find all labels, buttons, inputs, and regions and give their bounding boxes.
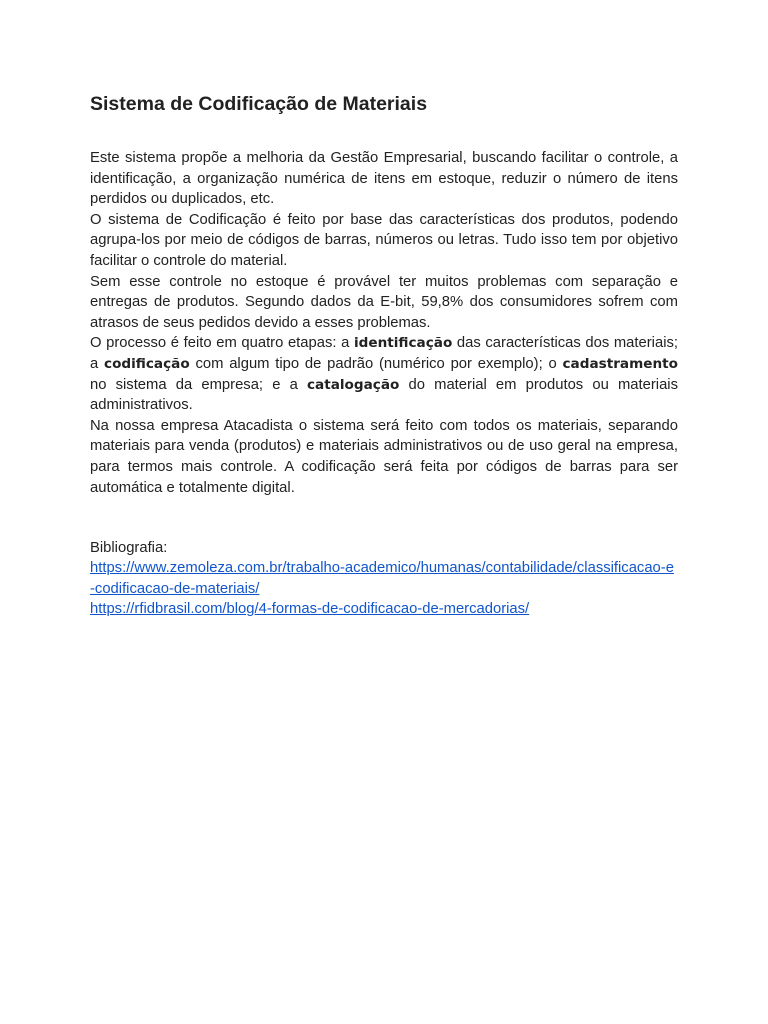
bibliography: [90, 538, 678, 619]
paragraph-company: Na nossa empresa Atacadista o sistema será feito com todos os materiais, separando materiais para venda (produtos) e materiais administrativos ou de uso geral na empresa, para termos mais controle. A codificação será feita por códigos de barras para ser automática e totalmente digital.: [90, 417, 678, 496]
process-text-5: do material em produtos ou materiais administrativos.: [90, 376, 678, 414]
paragraph-intro: Este sistema propõe a melhoria da Gestão Empresarial, buscando facilitar o controle, a identificação, a organização numérica de itens em estoque, reduzir o número de itens perdidos ou duplicados, etc.: [90, 150, 678, 208]
page-title: Sistema de Codificação de Materiais: [90, 93, 428, 115]
document-body: [90, 148, 678, 498]
process-text-2: das características dos materiais; a: [90, 335, 678, 372]
process-text-1: O processo é feito em quatro etapas: a: [90, 335, 354, 352]
step-identificacao: identificação: [353, 335, 453, 352]
step-cadastramento: cadastramento: [562, 355, 679, 372]
bibliography-label: Bibliografia:: [90, 540, 168, 557]
document-page: [90, 90, 678, 619]
step-codificacao: codificação: [104, 355, 190, 372]
process-text-3: com algum tipo de padrão (numérico por exemplo); o: [189, 355, 563, 372]
step-catalogacao: catalogação: [306, 376, 400, 393]
paragraph-codification: O sistema de Codificação é feito por base das características dos produtos, podendo agrupa-los por meio de códigos de barras, números ou letras. Tudo isso tem por objetivo facilitar o controle do material.: [90, 211, 678, 269]
paragraph-problems: Sem esse controle no estoque é provável ter muitos problemas com separação e entregas de produtos. Segundo dados da E-bit, 59,8% dos consumidores sofrem com atrasos de seus pedidos devido a esses problemas.: [90, 273, 678, 331]
process-text-4: no sistema da empresa; e a: [90, 376, 307, 393]
bibliography-link-rfidbrasil[interactable]: https://rfidbrasil.com/blog/4-formas-de-codificacao-de-mercadorias/: [90, 600, 530, 617]
bibliography-link-zemoleza[interactable]: https://www.zemoleza.com.br/trabalho-academico/humanas/contabilidade/classificacao-e-codificacao-de-materiais/: [90, 560, 674, 597]
paragraph-process-steps: [90, 333, 678, 415]
